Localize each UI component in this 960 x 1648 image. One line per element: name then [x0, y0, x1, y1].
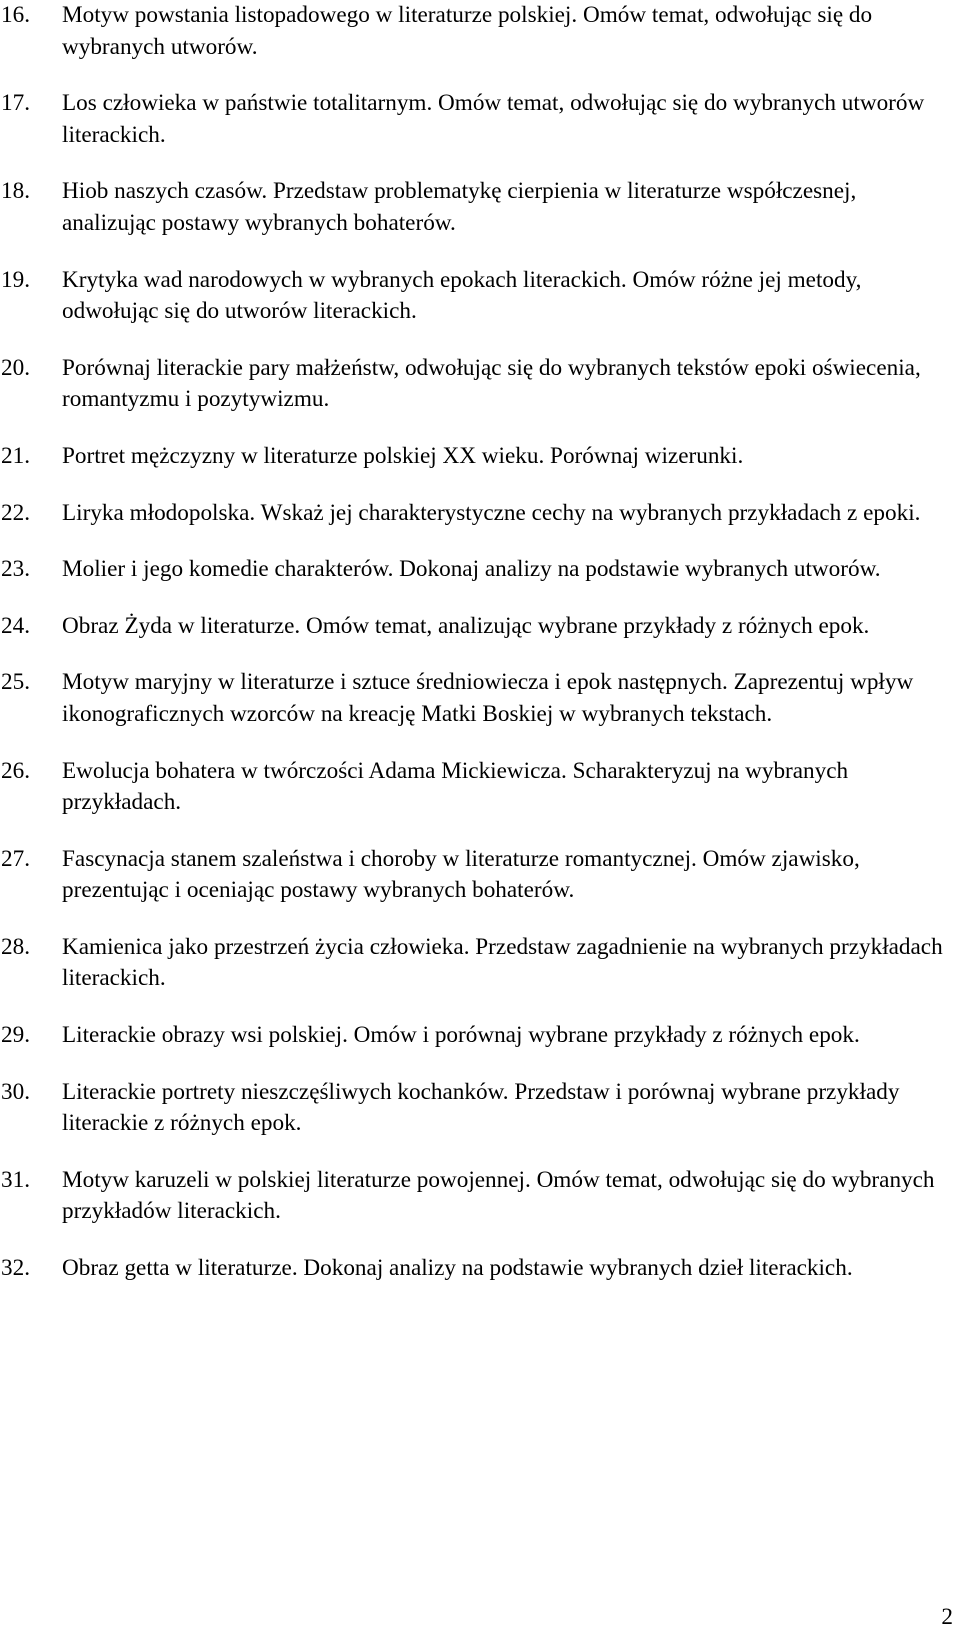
topic-number: 20. [1, 354, 30, 381]
topic-text: Literackie portrety nieszczęśliwych kochanków. Przedstaw i porównaj wybrane przykłady literackie z różnych epok. [62, 1078, 900, 1137]
topic-item [0, 88, 950, 151]
topic-text: Kamienica jako przestrzeń życia człowieka. Przedstaw zagadnienie na wybranych przykładach literackich. [62, 933, 943, 992]
topic-item [0, 498, 950, 530]
topic-item [0, 1077, 950, 1140]
topic-number: 25. [1, 669, 30, 696]
topic-item [0, 844, 950, 907]
topic-number: 30. [1, 1078, 30, 1105]
page-number: 2 [941, 1604, 953, 1630]
topic-number: 17. [1, 90, 30, 117]
topic-text: Portret mężczyzny w literaturze polskiej XX wieku. Porównaj wizerunki. [62, 442, 744, 469]
topic-number: 27. [1, 845, 30, 872]
topic-item [0, 441, 950, 473]
topic-text: Krytyka wad narodowych w wybranych epokach literackich. Omów różne jej metody, odwołując się do utworów literackich. [62, 266, 862, 325]
topic-number: 18. [1, 178, 30, 205]
topic-text: Fascynacja stanem szaleństwa i choroby w literaturze romantycznej. Omów zjawisko, prezentując i oceniając postawy wybranych bohaterów. [62, 845, 860, 904]
topic-item [0, 1253, 950, 1285]
topic-text: Hiob naszych czasów. Przedstaw problematykę cierpienia w literaturze współczesnej, analizując postawy wybranych bohaterów. [62, 178, 857, 236]
topic-item [0, 176, 950, 239]
topic-number: 31. [1, 1166, 30, 1193]
topic-text: Liryka młodopolska. Wskaż jej charakterystyczne cechy na wybranych przykładach z epoki. [62, 499, 921, 526]
topic-text: Motyw maryjny w literaturze i sztuce średniowiecza i epok następnych. Zaprezentuj wpływ ikonograficznych wzorców na kreację Matki Boskiej w wybranych tekstach. [62, 669, 914, 727]
topic-text: Porównaj literackie pary małżeństw, odwołując się do wybranych tekstów epoki oświecenia, romantyzmu i pozytywizmu. [62, 354, 921, 413]
topic-text: Obraz Żyda w literaturze. Omów temat, analizując wybrane przykłady z różnych epok. [62, 612, 870, 639]
topic-text: Motyw powstania listopadowego w literaturze polskiej. Omów temat, odwołując się do wybranych utworów. [62, 2, 873, 60]
topic-item [0, 1020, 950, 1052]
topic-item [0, 667, 950, 730]
topic-text: Los człowieka w państwie totalitarnym. Omów temat, odwołując się do wybranych utworów literackich. [62, 90, 925, 148]
topic-text: Ewolucja bohatera w twórczości Adama Mickiewicza. Scharakteryzuj na wybranych przykładach. [62, 757, 849, 816]
topic-item [0, 353, 950, 416]
topic-text: Obraz getta w literaturze. Dokonaj analizy na podstawie wybranych dzieł literackich. [62, 1255, 853, 1282]
topic-item [0, 265, 950, 328]
topic-text: Literackie obrazy wsi polskiej. Omów i porównaj wybrane przykłady z różnych epok. [62, 1022, 860, 1049]
topic-item [0, 756, 950, 819]
topic-number: 28. [1, 933, 30, 960]
topic-item [0, 932, 950, 995]
topic-item [0, 0, 950, 63]
topic-number: 21. [1, 442, 30, 469]
topic-item [0, 611, 950, 643]
topic-number: 24. [1, 612, 30, 639]
topic-item [0, 554, 950, 586]
topic-number: 16. [1, 2, 30, 28]
topic-number: 23. [1, 556, 30, 583]
topic-text: Molier i jego komedie charakterów. Dokonaj analizy na podstawie wybranych utworów. [62, 556, 881, 583]
topic-number: 19. [1, 266, 30, 293]
topic-text: Motyw karuzeli w polskiej literaturze powojennej. Omów temat, odwołując się do wybranych przykładów literackich. [62, 1166, 935, 1225]
topic-item [0, 1165, 950, 1228]
topic-number: 29. [1, 1022, 30, 1049]
topic-number: 26. [1, 757, 30, 784]
topic-number: 32. [1, 1255, 30, 1282]
topic-number: 22. [1, 499, 30, 526]
